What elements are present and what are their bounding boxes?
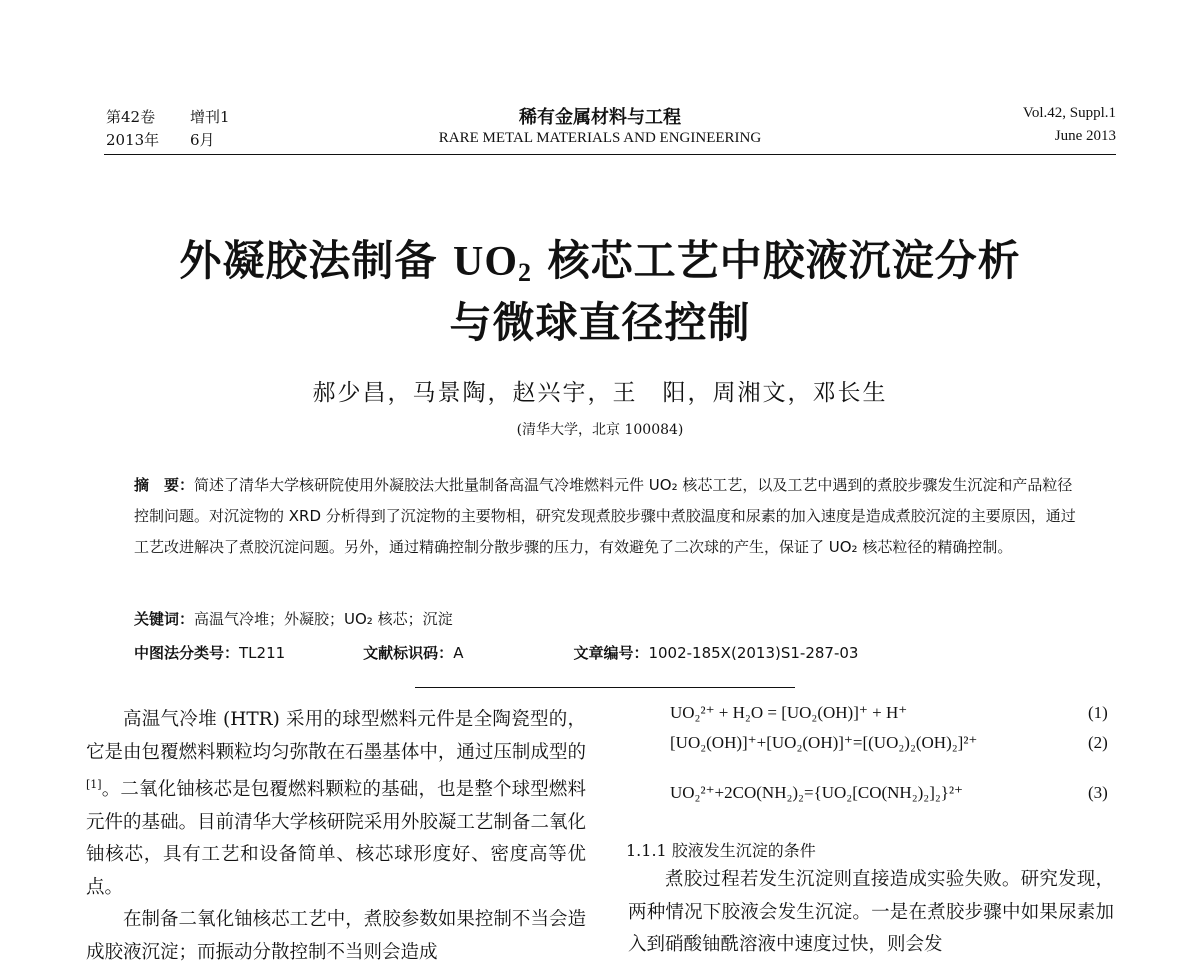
paper-title-line1 (0, 228, 1200, 288)
abstract (134, 470, 1080, 563)
doc-code-label: 文献标识码： (363, 644, 454, 662)
title-part: 核芯工艺中胶液沉淀分析 (532, 236, 1021, 285)
equation-1: UO₂²⁺ + H₂O = [UO₂(OH)]⁺ + H⁺ (670, 703, 908, 722)
authors: 郝少昌，马景陶，赵兴宇，王 阳，周湘文，邓长生 (312, 380, 888, 406)
equation-3-number: (3) (1088, 783, 1108, 802)
classification-line (134, 642, 858, 663)
left-column (86, 704, 586, 969)
keywords-text: 高温气冷堆；外凝胶；UO₂ 核芯；沉淀 (194, 610, 453, 628)
header-month: 6月 (190, 131, 215, 149)
citation-ref: [1] (86, 778, 102, 791)
affiliation: (清华大学，北京 100084) (516, 422, 684, 438)
title-formula: UO (453, 239, 518, 285)
body-paragraph: 煮胶过程若发生沉淀则直接造成实验失败。研究发现，两种情况下胶液会发生沉淀。一是在煮胶步骤中如果尿素加入到硝酸铀酰溶液中速度过快，则会发 (628, 869, 1114, 955)
abstract-label: 摘 要： (134, 476, 195, 494)
keywords (134, 608, 453, 629)
clc-label: 中图法分类号： (134, 644, 240, 662)
paper-title-line2: 与微球直径控制 (449, 298, 751, 347)
right-column (628, 864, 1114, 962)
equation-1-number: (1) (1088, 703, 1108, 722)
title-formula-sub: 2 (518, 258, 532, 287)
subsection-heading: 1.1.1 胶液发生沉淀的条件 (626, 841, 816, 860)
body-text: 高温气冷堆 (HTR) 采用的球型燃料元件是全陶瓷型的，它是由包覆燃料颗粒均匀弥散在石墨基体中，通过压制成型的 (86, 709, 586, 763)
header-issue: 增刊1 (190, 108, 230, 126)
header-volume-en: Vol.42, Suppl.1 (1022, 105, 1116, 121)
equation-3: UO₂²⁺+2CO(NH₂)₂={UO₂[CO(NH₂)₂]₂}²⁺ (670, 783, 964, 802)
equation-2: [UO₂(OH)]⁺+[UO₂(OH)]⁺=[(UO₂)₂(OH)₂]²⁺ (670, 733, 978, 752)
section-divider (415, 687, 795, 688)
keywords-label: 关键词： (134, 610, 195, 628)
header-volume: 第42卷 (106, 108, 156, 126)
title-part: 外凝胶法制备 (179, 236, 453, 285)
equation-2-number: (2) (1088, 733, 1108, 752)
doc-code-value: A (453, 644, 464, 662)
header-year: 2013年 (106, 131, 160, 149)
article-no-value: 1002-185X(2013)S1-287-03 (648, 644, 859, 662)
header-rule (104, 154, 1116, 155)
body-paragraph (86, 704, 586, 904)
body-paragraph: 在制备二氧化铀核芯工艺中，煮胶参数如果控制不当会造成胶液沉淀；而振动分散控制不当则会造成 (86, 909, 586, 963)
journal-title-cn: 稀有金属材料与工程 (519, 107, 681, 128)
body-text: 。二氧化铀核芯是包覆燃料颗粒的基础，也是整个球型燃料元件的基础。目前清华大学核研院采用外胶凝工艺制备二氧化铀核芯，具有工艺和设备简单、核芯球形度好、密度高等优点。 (86, 779, 586, 898)
header-date-en: June 2013 (1054, 128, 1116, 144)
clc-value: TL211 (239, 644, 286, 662)
article-no-label: 文章编号： (573, 644, 649, 662)
abstract-text: 简述了清华大学核研院使用外凝胶法大批量制备高温气冷堆燃料元件 UO₂ 核芯工艺，以及工艺中遇到的煮胶步骤发生沉淀和产品粒径控制问题。对沉淀物的 XRD 分析得到了沉淀物的主要物相，研究发现煮胶步骤中煮胶温度和尿素的加入速度是造成煮胶沉淀的主要原因，通过工艺改进解决了煮胶沉淀问题。另外，通过精确控制分散步骤的压力，有效避免了二次球的产生，保证了 UO₂ 核芯粒径的精确控制。 (134, 476, 1076, 556)
journal-title-en: RARE METAL MATERIALS AND ENGINEERING (438, 130, 762, 146)
